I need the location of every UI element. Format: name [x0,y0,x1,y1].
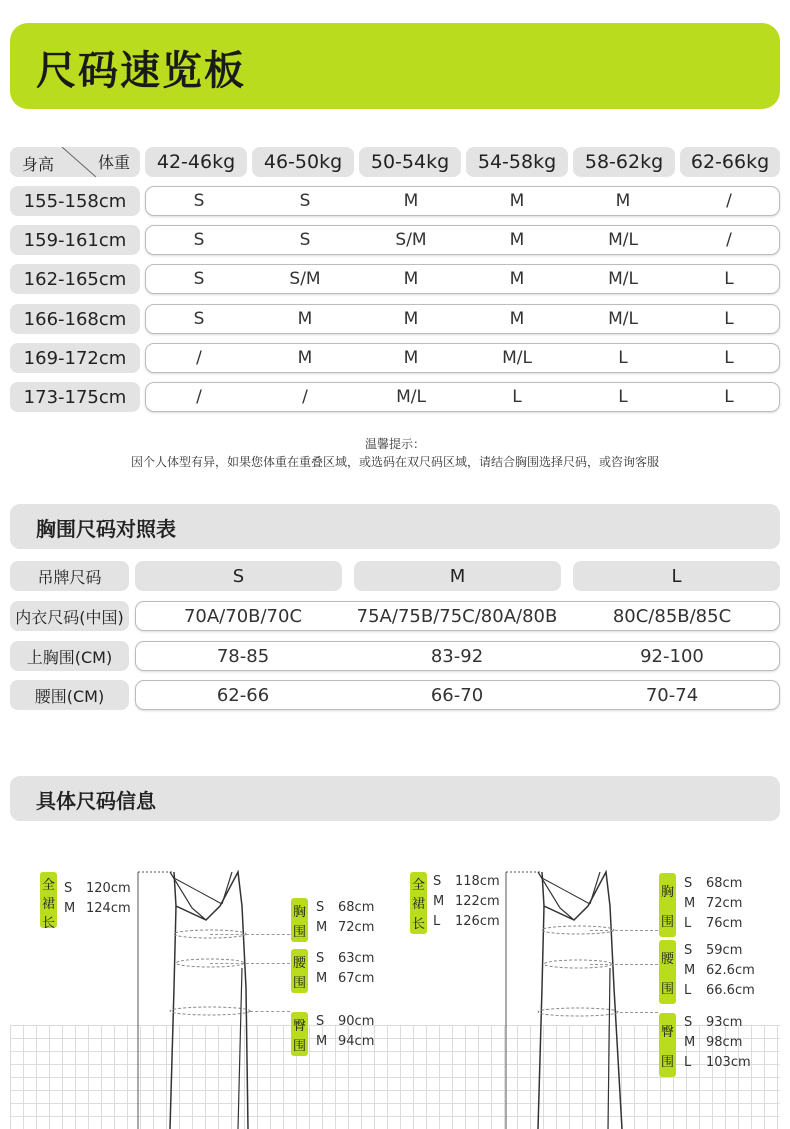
size-cell: M/L [608,309,638,329]
tip-text: 因个人体型有异，如果您体重在重叠区域，或选码在双尺码区域，请结合胸围选择尺码，或咨询客服 [130,455,659,469]
size-cell: M [403,269,419,289]
size-header-l: L [573,561,780,591]
size-cell: S [193,230,205,250]
size-cell: M [509,191,525,211]
table-corner-cell [10,147,140,177]
table-row [145,264,780,294]
hip-tag-right: 臀 围 [659,1013,676,1077]
weight-header: 54-58kg [466,147,568,177]
dress-illustration-right [498,868,658,1129]
waist-tag-right: 腰 围 [659,940,676,1004]
table-row [135,601,780,631]
bust-row-label: 腰围(CM) [10,680,129,710]
bust-tag-left: 胸 围 [291,898,308,942]
title-banner [10,23,780,109]
size-cell: M [615,191,631,211]
table-row [145,343,780,373]
weight-header: 62-66kg [680,147,780,177]
weight-header: 58-62kg [573,147,675,177]
bust-cell: 92-100 [640,645,704,667]
bust-cell: 80C/85B/85C [612,605,732,627]
size-cell: M/L [396,387,426,407]
size-header-s: S [135,561,342,591]
bust-tag-right: 胸 围 [659,873,676,937]
table-row [145,382,780,412]
bust-leader-line [210,934,290,935]
bust-cell: 83-92 [430,645,484,667]
size-cell: S [193,191,205,211]
table-row [145,225,780,255]
waist-leader-line [590,964,658,965]
length-values-left: S 120cm M 124cm [64,881,131,916]
weight-header: 46-50kg [252,147,354,177]
table-row [145,304,780,334]
size-cell: M [403,348,419,368]
size-cell: / [196,348,202,368]
bust-cell: 62-66 [216,684,270,706]
waist-values-right: S 59cm M 62.6cm L 66.6cm [684,943,755,998]
waist-values-left: S 63cm M 67cm [316,951,375,986]
size-cell: L [724,348,734,368]
size-cell: / [196,387,202,407]
size-cell: M [509,230,525,250]
height-label: 166-168cm [10,304,140,334]
weight-axis-label: 体重 [97,153,130,172]
size-cell: L [724,309,734,329]
size-cell: / [302,387,308,407]
height-axis-label: 身高 [22,155,55,174]
size-cell: M [403,191,419,211]
table-row [145,186,780,216]
weight-header: 42-46kg [145,147,247,177]
hip-leader-line [620,1012,658,1013]
size-cell: M [509,309,525,329]
waist-tag-left: 腰 围 [291,949,308,993]
height-label: 155-158cm [10,186,140,216]
hip-tag-left: 臀 围 [291,1012,308,1056]
length-tag-right: 全 裙 长 [410,872,427,934]
bust-values-right: S 68cm M 72cm L 76cm [684,876,743,931]
bust-cell: 70-74 [645,684,699,706]
height-label: 173-175cm [10,382,140,412]
hip-values-right: S 93cm M 98cm L 103cm [684,1015,751,1070]
height-label: 159-161cm [10,225,140,255]
table-row [135,641,780,671]
size-cell: L [724,387,734,407]
tip-title: 温馨提示： [364,437,425,451]
size-cell: M [509,269,525,289]
size-cell: S/M [289,269,321,289]
waist-leader-line [210,963,290,964]
bust-row-label: 内衣尺码(中国) [10,601,129,631]
table-row [135,680,780,710]
hip-leader-line [250,1011,290,1012]
dress-illustration-left [130,868,290,1129]
size-cell: S [299,191,311,211]
bust-leader-line [590,930,658,931]
section-header-bust [10,504,780,549]
size-cell: M/L [502,348,532,368]
size-cell: M [297,309,313,329]
section-header-details [10,776,780,821]
height-label: 169-172cm [10,343,140,373]
section-title: 具体尺码信息 [36,789,156,813]
section-title: 胸围尺码对照表 [36,517,176,541]
size-cell: L [512,387,522,407]
bust-cell: 78-85 [216,645,270,667]
size-cell: S [299,230,311,250]
size-cell: L [618,387,628,407]
length-values-right: S 118cm M 122cm L 126cm [433,874,500,929]
bust-cell: 70A/70B/70C [183,605,303,627]
hip-values-left: S 90cm M 94cm [316,1014,375,1049]
size-cell: / [726,191,732,211]
bust-cell: 66-70 [430,684,484,706]
size-cell: / [726,230,732,250]
size-cell: M/L [608,230,638,250]
bust-row-label: 上胸围(CM) [10,641,129,671]
size-cell: M [403,309,419,329]
height-label: 162-165cm [10,264,140,294]
length-tag-left: 全 裙 长 [40,872,57,928]
size-cell: S [193,269,205,289]
tag-size-label: 吊牌尺码 [10,561,129,591]
size-header-m: M [354,561,561,591]
size-cell: S [193,309,205,329]
weight-header: 50-54kg [359,147,461,177]
size-cell: M [297,348,313,368]
size-cell: S/M [395,230,427,250]
bust-cell: 75A/75B/75C/80A/80B [356,605,558,627]
size-cell: M/L [608,269,638,289]
page-title: 尺码速览板 [36,48,246,94]
bust-values-left: S 68cm M 72cm [316,900,375,935]
size-cell: L [618,348,628,368]
size-cell: L [724,269,734,289]
